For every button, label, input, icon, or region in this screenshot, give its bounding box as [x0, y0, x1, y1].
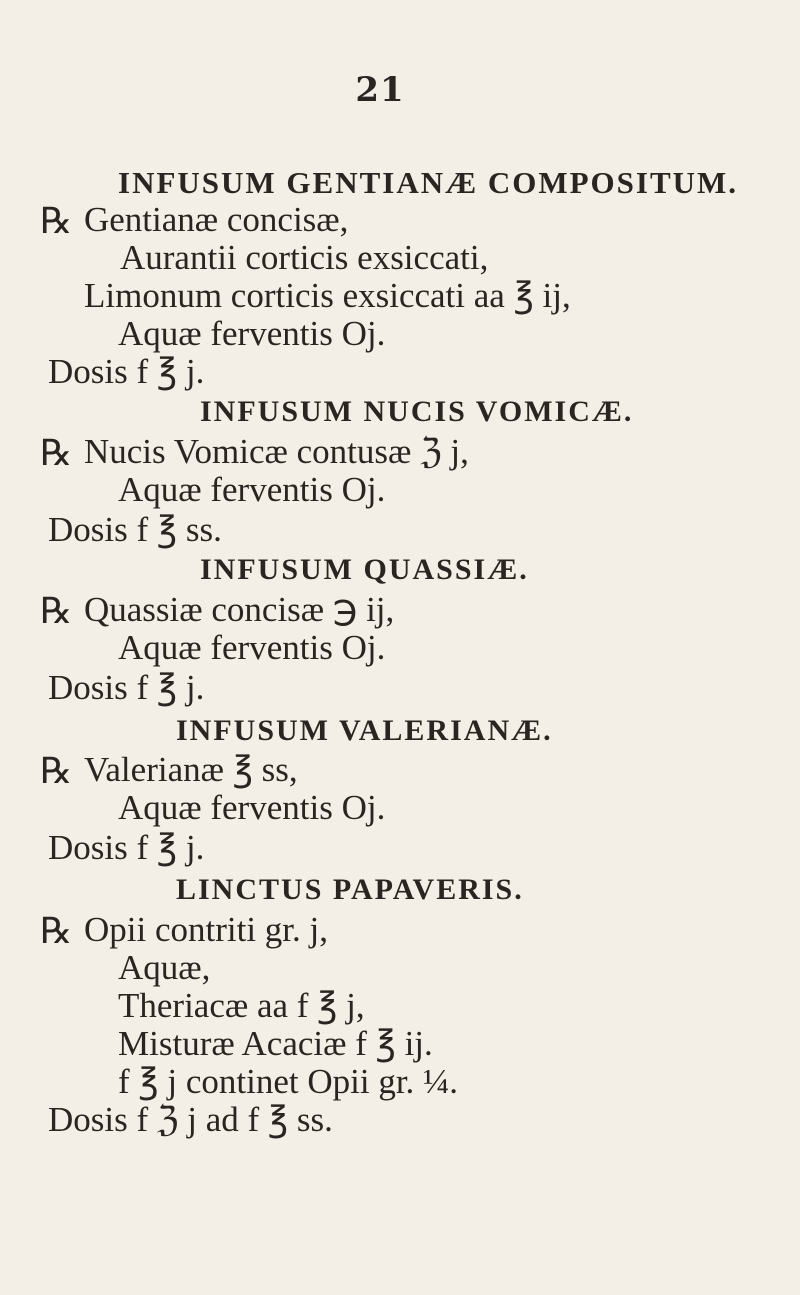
- recipe-symbol: ℞: [40, 201, 73, 241]
- ingredient-line: Aquæ ferventis Oj.: [118, 470, 386, 509]
- section-title: INFUSUM QUASSIÆ.: [200, 553, 529, 586]
- ingredient-line: Theriacæ aa f ℥ j,: [118, 986, 365, 1025]
- dosis-line: Dosis f ℥ j.: [48, 352, 205, 391]
- recipe-symbol: ℞: [40, 591, 73, 631]
- ingredient-line: Aurantii corticis exsiccati,: [120, 238, 489, 277]
- ingredient-line: Aquæ ferventis Oj.: [118, 628, 386, 667]
- ingredient-line: Misturæ Acaciæ f ℥ ij.: [118, 1024, 433, 1063]
- ingredient-line: Limonum corticis exsiccati aa ℥ ij,: [84, 276, 571, 315]
- ingredient-line: Aquæ ferventis Oj.: [118, 788, 386, 827]
- dosis-line: Dosis f ℥ j.: [48, 668, 205, 707]
- ingredient-line: Nucis Vomicæ contusæ ℨ j,: [84, 432, 469, 471]
- note-line: f ℥ j continet Opii gr. ¼.: [118, 1062, 459, 1101]
- dosis-line: Dosis f ℥ ss.: [48, 510, 222, 549]
- ingredient-line: Aquæ,: [118, 948, 211, 987]
- ingredient-line: Gentianæ concisæ,: [84, 200, 349, 239]
- recipe-symbol: ℞: [40, 911, 73, 951]
- section-title: INFUSUM VALERIANÆ.: [176, 714, 553, 747]
- recipe-symbol: ℞: [40, 433, 73, 473]
- dosis-line: Dosis f ℨ j ad f ℥ ss.: [48, 1100, 333, 1139]
- ingredient-line: Opii contriti gr. j,: [84, 910, 329, 949]
- section-title: INFUSUM NUCIS VOMICÆ.: [200, 395, 634, 428]
- section-title: LINCTUS PAPAVERIS.: [176, 873, 524, 906]
- section-title: INFUSUM GENTIANÆ COMPOSITUM.: [118, 165, 739, 200]
- ingredient-line: Aquæ ferventis Oj.: [118, 314, 386, 353]
- ingredient-line: Valerianæ ℥ ss,: [84, 750, 298, 789]
- page-number: 21: [355, 70, 405, 110]
- recipe-symbol: ℞: [40, 751, 73, 791]
- ingredient-line: Quassiæ concisæ ℈ ij,: [84, 590, 395, 629]
- dosis-line: Dosis f ℥ j.: [48, 828, 205, 867]
